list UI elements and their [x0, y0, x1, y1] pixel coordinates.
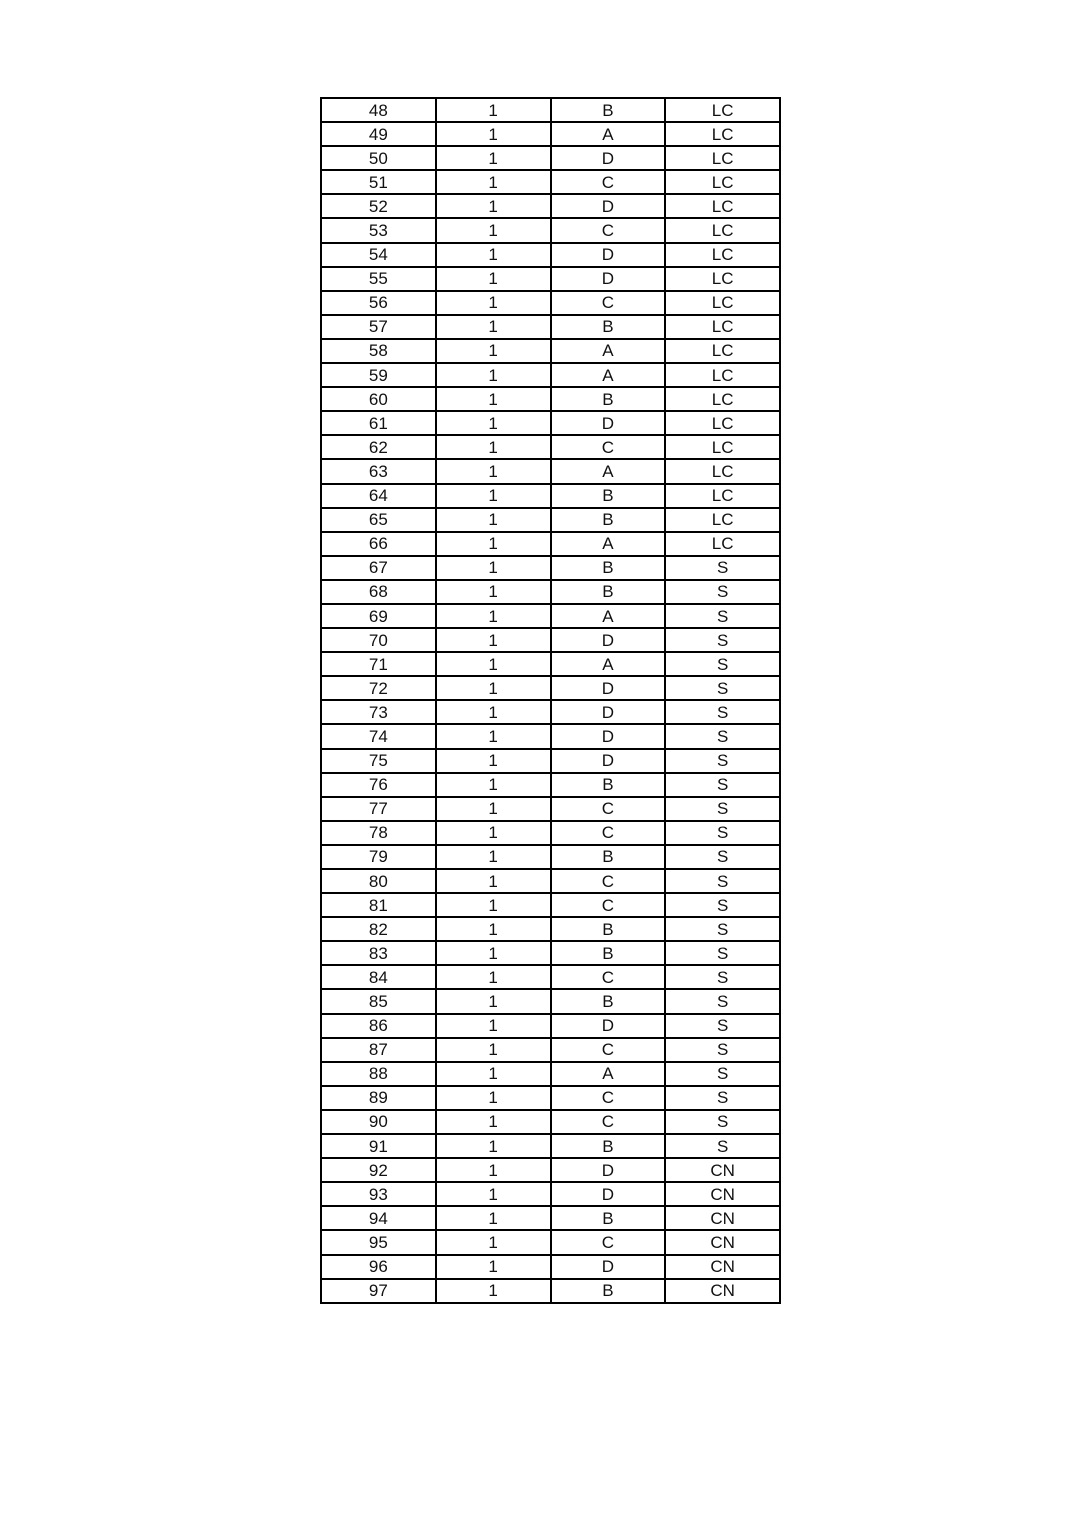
answer-cell: A [551, 339, 666, 363]
answer-cell: D [551, 411, 666, 435]
answer-cell: B [551, 556, 666, 580]
area-cell: S [665, 628, 780, 652]
points-cell: 1 [436, 869, 551, 893]
answer-cell: D [551, 724, 666, 748]
table-row [321, 749, 780, 773]
question-number-cell: 70 [321, 628, 436, 652]
area-cell: CN [665, 1230, 780, 1254]
table-row [321, 98, 780, 122]
area-cell: S [665, 773, 780, 797]
points-cell: 1 [436, 917, 551, 941]
answer-cell: D [551, 628, 666, 652]
points-cell: 1 [436, 556, 551, 580]
answer-key-table [320, 97, 781, 1304]
points-cell: 1 [436, 532, 551, 556]
area-cell: S [665, 1134, 780, 1158]
answer-cell: D [551, 676, 666, 700]
question-number-cell: 86 [321, 1014, 436, 1038]
points-cell: 1 [436, 941, 551, 965]
table-row [321, 532, 780, 556]
points-cell: 1 [436, 1182, 551, 1206]
table-row [321, 845, 780, 869]
question-number-cell: 49 [321, 122, 436, 146]
question-number-cell: 92 [321, 1158, 436, 1182]
question-number-cell: 96 [321, 1255, 436, 1279]
points-cell: 1 [436, 459, 551, 483]
answer-cell: D [551, 243, 666, 267]
table-row [321, 291, 780, 315]
answer-cell: B [551, 1134, 666, 1158]
question-number-cell: 74 [321, 724, 436, 748]
area-cell: S [665, 1110, 780, 1134]
points-cell: 1 [436, 773, 551, 797]
answer-cell: C [551, 821, 666, 845]
question-number-cell: 66 [321, 532, 436, 556]
points-cell: 1 [436, 845, 551, 869]
table-row [321, 821, 780, 845]
table-row [321, 243, 780, 267]
answer-cell: D [551, 1014, 666, 1038]
answer-cell: A [551, 363, 666, 387]
question-number-cell: 72 [321, 676, 436, 700]
question-number-cell: 54 [321, 243, 436, 267]
area-cell: S [665, 989, 780, 1013]
area-cell: S [665, 1086, 780, 1110]
question-number-cell: 97 [321, 1279, 436, 1303]
area-cell: S [665, 845, 780, 869]
answer-cell: A [551, 604, 666, 628]
points-cell: 1 [436, 724, 551, 748]
answer-cell: C [551, 1110, 666, 1134]
points-cell: 1 [436, 749, 551, 773]
answer-cell: C [551, 1038, 666, 1062]
points-cell: 1 [436, 170, 551, 194]
area-cell: CN [665, 1158, 780, 1182]
question-number-cell: 69 [321, 604, 436, 628]
answer-cell: B [551, 484, 666, 508]
table-row [321, 797, 780, 821]
area-cell: S [665, 965, 780, 989]
question-number-cell: 68 [321, 580, 436, 604]
answer-cell: C [551, 893, 666, 917]
area-cell: S [665, 797, 780, 821]
question-number-cell: 77 [321, 797, 436, 821]
table-row [321, 411, 780, 435]
table-row [321, 628, 780, 652]
table-row [321, 604, 780, 628]
area-cell: S [665, 941, 780, 965]
question-number-cell: 52 [321, 194, 436, 218]
answer-cell: D [551, 749, 666, 773]
answer-cell: B [551, 989, 666, 1013]
table-row [321, 1110, 780, 1134]
area-cell: LC [665, 339, 780, 363]
question-number-cell: 83 [321, 941, 436, 965]
table-row [321, 339, 780, 363]
points-cell: 1 [436, 1038, 551, 1062]
table-row [321, 508, 780, 532]
table-row [321, 893, 780, 917]
points-cell: 1 [436, 893, 551, 917]
points-cell: 1 [436, 435, 551, 459]
area-cell: S [665, 893, 780, 917]
area-cell: S [665, 604, 780, 628]
table-row [321, 652, 780, 676]
question-number-cell: 79 [321, 845, 436, 869]
area-cell: S [665, 1038, 780, 1062]
table-row [321, 773, 780, 797]
answer-cell: B [551, 315, 666, 339]
question-number-cell: 73 [321, 700, 436, 724]
question-number-cell: 56 [321, 291, 436, 315]
question-number-cell: 51 [321, 170, 436, 194]
points-cell: 1 [436, 315, 551, 339]
answer-cell: B [551, 387, 666, 411]
question-number-cell: 75 [321, 749, 436, 773]
table-row [321, 580, 780, 604]
area-cell: LC [665, 411, 780, 435]
area-cell: S [665, 749, 780, 773]
answer-cell: B [551, 845, 666, 869]
answer-cell: B [551, 773, 666, 797]
points-cell: 1 [436, 1158, 551, 1182]
answer-cell: B [551, 1206, 666, 1230]
points-cell: 1 [436, 821, 551, 845]
question-number-cell: 65 [321, 508, 436, 532]
table-row [321, 194, 780, 218]
question-number-cell: 82 [321, 917, 436, 941]
points-cell: 1 [436, 267, 551, 291]
answer-cell: C [551, 218, 666, 242]
question-number-cell: 84 [321, 965, 436, 989]
question-number-cell: 78 [321, 821, 436, 845]
points-cell: 1 [436, 98, 551, 122]
question-number-cell: 61 [321, 411, 436, 435]
points-cell: 1 [436, 1062, 551, 1086]
points-cell: 1 [436, 484, 551, 508]
table-row [321, 267, 780, 291]
table-row [321, 1279, 780, 1303]
table-row [321, 315, 780, 339]
points-cell: 1 [436, 122, 551, 146]
answer-cell: D [551, 1182, 666, 1206]
answer-cell: C [551, 1230, 666, 1254]
answer-key-body [321, 98, 780, 1303]
table-row [321, 724, 780, 748]
points-cell: 1 [436, 1255, 551, 1279]
answer-cell: B [551, 580, 666, 604]
area-cell: S [665, 652, 780, 676]
table-row [321, 1062, 780, 1086]
table-row [321, 1158, 780, 1182]
area-cell: S [665, 676, 780, 700]
question-number-cell: 71 [321, 652, 436, 676]
area-cell: LC [665, 243, 780, 267]
question-number-cell: 62 [321, 435, 436, 459]
table-row [321, 363, 780, 387]
area-cell: LC [665, 363, 780, 387]
table-row [321, 989, 780, 1013]
question-number-cell: 85 [321, 989, 436, 1013]
question-number-cell: 91 [321, 1134, 436, 1158]
area-cell: CN [665, 1279, 780, 1303]
answer-cell: B [551, 98, 666, 122]
points-cell: 1 [436, 1206, 551, 1230]
points-cell: 1 [436, 797, 551, 821]
table-row [321, 435, 780, 459]
answer-cell: B [551, 917, 666, 941]
area-cell: S [665, 1062, 780, 1086]
question-number-cell: 87 [321, 1038, 436, 1062]
table-row [321, 965, 780, 989]
points-cell: 1 [436, 965, 551, 989]
question-number-cell: 60 [321, 387, 436, 411]
answer-cell: D [551, 194, 666, 218]
points-cell: 1 [436, 363, 551, 387]
points-cell: 1 [436, 604, 551, 628]
table-row [321, 1086, 780, 1110]
answer-cell: B [551, 941, 666, 965]
area-cell: LC [665, 508, 780, 532]
question-number-cell: 59 [321, 363, 436, 387]
area-cell: LC [665, 122, 780, 146]
area-cell: LC [665, 194, 780, 218]
area-cell: LC [665, 435, 780, 459]
table-row [321, 459, 780, 483]
points-cell: 1 [436, 676, 551, 700]
question-number-cell: 88 [321, 1062, 436, 1086]
question-number-cell: 67 [321, 556, 436, 580]
area-cell: S [665, 580, 780, 604]
question-number-cell: 80 [321, 869, 436, 893]
points-cell: 1 [436, 291, 551, 315]
table-row [321, 387, 780, 411]
points-cell: 1 [436, 1230, 551, 1254]
area-cell: S [665, 869, 780, 893]
table-row [321, 700, 780, 724]
points-cell: 1 [436, 1014, 551, 1038]
table-row [321, 1206, 780, 1230]
points-cell: 1 [436, 146, 551, 170]
area-cell: S [665, 1014, 780, 1038]
answer-cell: B [551, 1279, 666, 1303]
area-cell: LC [665, 146, 780, 170]
points-cell: 1 [436, 989, 551, 1013]
points-cell: 1 [436, 1086, 551, 1110]
table-row [321, 917, 780, 941]
table-row [321, 1038, 780, 1062]
answer-cell: A [551, 532, 666, 556]
area-cell: CN [665, 1206, 780, 1230]
question-number-cell: 81 [321, 893, 436, 917]
question-number-cell: 57 [321, 315, 436, 339]
points-cell: 1 [436, 387, 551, 411]
points-cell: 1 [436, 700, 551, 724]
answer-cell: D [551, 267, 666, 291]
question-number-cell: 58 [321, 339, 436, 363]
area-cell: S [665, 724, 780, 748]
table-row [321, 556, 780, 580]
table-row [321, 1230, 780, 1254]
points-cell: 1 [436, 1279, 551, 1303]
area-cell: LC [665, 484, 780, 508]
question-number-cell: 90 [321, 1110, 436, 1134]
answer-cell: C [551, 1086, 666, 1110]
question-number-cell: 93 [321, 1182, 436, 1206]
area-cell: S [665, 917, 780, 941]
table-row [321, 1182, 780, 1206]
table-row [321, 122, 780, 146]
area-cell: LC [665, 218, 780, 242]
table-row [321, 146, 780, 170]
answer-cell: A [551, 459, 666, 483]
answer-cell: C [551, 965, 666, 989]
question-number-cell: 64 [321, 484, 436, 508]
area-cell: LC [665, 170, 780, 194]
area-cell: LC [665, 315, 780, 339]
answer-cell: C [551, 435, 666, 459]
area-cell: CN [665, 1255, 780, 1279]
answer-cell: C [551, 291, 666, 315]
points-cell: 1 [436, 1110, 551, 1134]
area-cell: LC [665, 459, 780, 483]
area-cell: LC [665, 98, 780, 122]
points-cell: 1 [436, 194, 551, 218]
answer-cell: A [551, 652, 666, 676]
points-cell: 1 [436, 243, 551, 267]
points-cell: 1 [436, 1134, 551, 1158]
question-number-cell: 50 [321, 146, 436, 170]
points-cell: 1 [436, 628, 551, 652]
table-row [321, 941, 780, 965]
table-row [321, 1255, 780, 1279]
question-number-cell: 95 [321, 1230, 436, 1254]
points-cell: 1 [436, 652, 551, 676]
table-row [321, 170, 780, 194]
points-cell: 1 [436, 411, 551, 435]
points-cell: 1 [436, 339, 551, 363]
table-row [321, 1014, 780, 1038]
answer-cell: C [551, 170, 666, 194]
area-cell: LC [665, 387, 780, 411]
points-cell: 1 [436, 580, 551, 604]
question-number-cell: 94 [321, 1206, 436, 1230]
answer-cell: A [551, 1062, 666, 1086]
answer-cell: C [551, 869, 666, 893]
table-row [321, 484, 780, 508]
area-cell: S [665, 700, 780, 724]
area-cell: S [665, 556, 780, 580]
table-row [321, 1134, 780, 1158]
answer-cell: A [551, 122, 666, 146]
area-cell: S [665, 821, 780, 845]
area-cell: LC [665, 267, 780, 291]
answer-cell: D [551, 146, 666, 170]
question-number-cell: 48 [321, 98, 436, 122]
question-number-cell: 63 [321, 459, 436, 483]
question-number-cell: 89 [321, 1086, 436, 1110]
question-number-cell: 53 [321, 218, 436, 242]
answer-cell: D [551, 700, 666, 724]
points-cell: 1 [436, 508, 551, 532]
points-cell: 1 [436, 218, 551, 242]
area-cell: LC [665, 291, 780, 315]
question-number-cell: 55 [321, 267, 436, 291]
area-cell: CN [665, 1182, 780, 1206]
answer-cell: B [551, 508, 666, 532]
question-number-cell: 76 [321, 773, 436, 797]
area-cell: LC [665, 532, 780, 556]
table-row [321, 676, 780, 700]
answer-cell: D [551, 1255, 666, 1279]
table-row [321, 218, 780, 242]
answer-cell: D [551, 1158, 666, 1182]
table-row [321, 869, 780, 893]
answer-cell: C [551, 797, 666, 821]
